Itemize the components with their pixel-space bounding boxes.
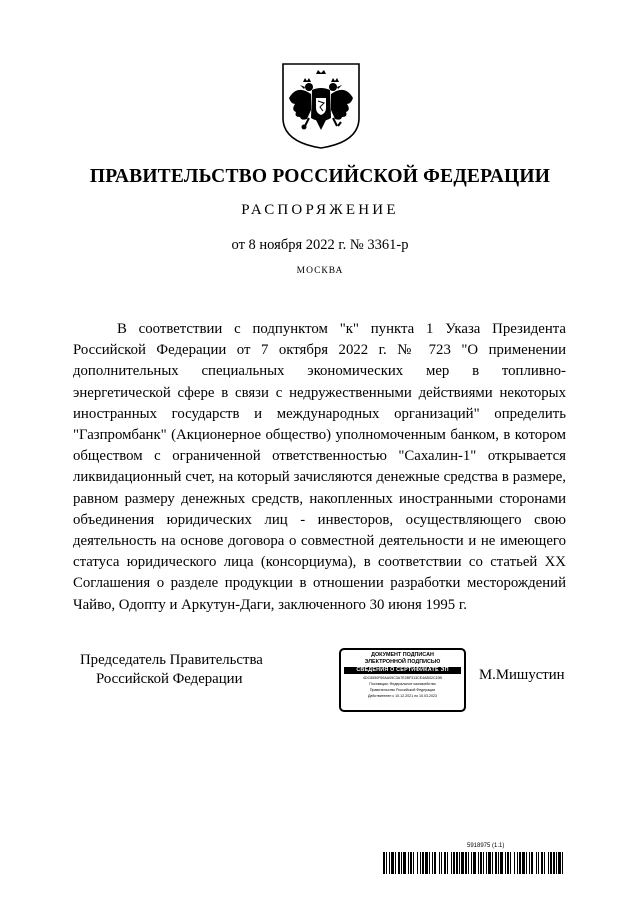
signatory-position-line2: Российской Федерации [96,671,243,687]
stamp-line2: ЭЛЕКТРОННОЙ ПОДПИСЬЮ [364,659,441,665]
signatory-position [80,651,263,689]
stamp-issuer: Поставщик: Федеральное казначейство [369,682,436,686]
stamp-certificate-bar: СВЕДЕНИЯ О СЕРТИФИКАТЕ ЭП [344,667,461,674]
electronic-signature-stamp [339,648,466,712]
coat-of-arms-icon [279,60,363,150]
stamp-line1: ДОКУМЕНТ ПОДПИСАН [371,652,434,658]
document-city: МОСКВА [296,266,344,276]
document-type: РАСПОРЯЖЕНИЕ [241,202,399,218]
signatory-position-line1: Председатель Правительства [80,652,263,668]
document-date-number: от 8 ноября 2022 г. № 3361-р [231,237,409,253]
government-title: ПРАВИТЕЛЬСТВО РОССИЙСКОЙ ФЕДЕРАЦИИ [89,166,551,187]
barcode-number: 5918975 (1.1) [467,843,505,849]
barcode-icon [383,852,563,874]
decree-paragraph: В соответствии с подпунктом "к" пункта 1 Указа Президента Российской Федерации от 7 октября 2022 г. № 723 "О применении дополнительных специальных экономических мер в топливно-энергетической сфере в связи с недружественными действиями некоторых иностранных государств и международных организаций" определить "Газпромбанк" (Акционерное общество) уполномоченным банком, в котором обществом с ограниченной ответственностью "Сахалин-1" открывается ликвидационный счет, на который зачисляются денежные средства в размере, равном размеру денежных средств, накопленных иностранными сторонами объединения юридических лиц - инвесторов, осуществляющего свою деятельность на основе договора о совместной деятельности и не имеющего статуса юридического лица (консорциума), в соответствии со статьей XX Соглашения о разделе продукции в отношении разработки месторождений Чайво, Одопту и Аркутун-Даги, заключенного 30 июня 1995 г. [73,321,566,613]
stamp-validity: Действителен с 10.12.2021 по 10.03.2023 [367,694,438,698]
stamp-owner: Правительство Российской Федерации [369,688,436,692]
stamp-serial: 4DC8550F69AA09C3A7E2BF313CE4AB02C19B [363,676,442,680]
signer-name: М.Мишустин [479,667,565,683]
